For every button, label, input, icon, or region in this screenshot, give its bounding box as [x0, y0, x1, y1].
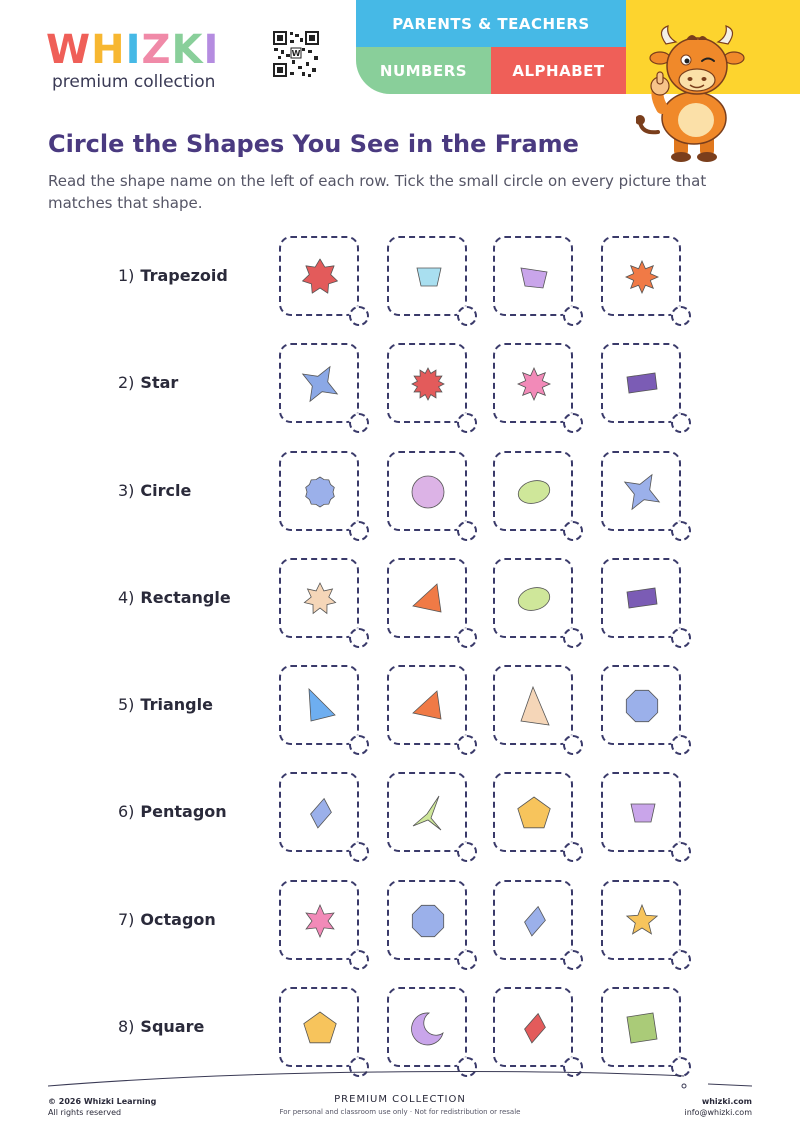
rhombus-icon — [295, 788, 345, 838]
right-triangle-icon — [295, 681, 345, 731]
tick-circle[interactable] — [671, 413, 691, 433]
tick-circle[interactable] — [349, 306, 369, 326]
crescent-icon — [403, 1003, 453, 1053]
shape-row — [0, 772, 800, 867]
logo-letter: H — [91, 27, 126, 73]
nav-alphabet[interactable]: ALPHABET — [491, 47, 626, 94]
footer-usage-note: For personal and classroom use only · Not for redistribution or resale — [279, 1108, 521, 1116]
shape-frame[interactable] — [601, 772, 681, 852]
nav-numbers[interactable]: NUMBERS — [356, 47, 491, 94]
shape-frame[interactable] — [493, 343, 573, 423]
triangle-icon — [403, 681, 453, 731]
shape-frame[interactable] — [493, 987, 573, 1067]
star-7-icon — [295, 574, 345, 624]
tick-circle[interactable] — [563, 735, 583, 755]
logo-letter: W — [46, 27, 92, 73]
shape-frame[interactable] — [601, 987, 681, 1067]
tick-circle[interactable] — [349, 628, 369, 648]
shape-frame[interactable] — [601, 665, 681, 745]
row-label — [118, 481, 191, 500]
row-shape-name: Circle — [140, 481, 192, 500]
row-shape-name: Octagon — [140, 910, 216, 929]
shape-row — [0, 880, 800, 975]
oval-icon — [509, 574, 559, 624]
oval-icon — [509, 467, 559, 517]
shape-frame[interactable] — [601, 343, 681, 423]
row-label — [118, 802, 227, 821]
tick-circle[interactable] — [563, 413, 583, 433]
tick-circle[interactable] — [457, 413, 477, 433]
row-number: 1) — [118, 266, 135, 285]
tick-circle[interactable] — [349, 735, 369, 755]
row-number: 5) — [118, 695, 135, 714]
row-shape-name: Star — [140, 373, 179, 392]
scalene-triangle-icon — [509, 681, 559, 731]
qr-code-icon — [272, 30, 320, 78]
footer-site-link[interactable]: whizki.com — [701, 1097, 752, 1106]
logo-letter: I — [125, 27, 142, 73]
tick-circle[interactable] — [457, 521, 477, 541]
shape-frame[interactable] — [279, 558, 359, 638]
row-number: 4) — [118, 588, 135, 607]
row-number: 3) — [118, 481, 135, 500]
shape-frame[interactable] — [387, 987, 467, 1067]
shape-frame[interactable] — [387, 451, 467, 531]
scalloped-icon — [295, 467, 345, 517]
shape-frame[interactable] — [387, 880, 467, 960]
shape-frame[interactable] — [387, 772, 467, 852]
tick-circle[interactable] — [457, 950, 477, 970]
tick-circle[interactable] — [349, 950, 369, 970]
tick-circle[interactable] — [457, 306, 477, 326]
shape-frame[interactable] — [279, 343, 359, 423]
trapezoid-icon — [403, 252, 453, 302]
row-shape-name: Triangle — [140, 695, 213, 714]
tick-circle[interactable] — [671, 950, 691, 970]
tick-circle[interactable] — [563, 842, 583, 862]
tick-circle[interactable] — [563, 521, 583, 541]
footer-copyright: © 2026 Whizki Learning — [48, 1097, 157, 1106]
tick-circle[interactable] — [457, 842, 477, 862]
shape-row — [0, 236, 800, 331]
row-shape-name: Rectangle — [140, 588, 231, 607]
tick-circle[interactable] — [563, 306, 583, 326]
rhombus-icon — [509, 896, 559, 946]
row-shape-name: Pentagon — [140, 802, 227, 821]
row-label — [118, 373, 178, 392]
footer-collection-title: PREMIUM COLLECTION — [334, 1094, 466, 1105]
octagon-icon — [403, 896, 453, 946]
shape-frame[interactable] — [601, 451, 681, 531]
tick-circle[interactable] — [671, 735, 691, 755]
star-4-icon — [617, 467, 667, 517]
shape-row — [0, 558, 800, 653]
star-5-icon — [617, 896, 667, 946]
shape-frame[interactable] — [387, 665, 467, 745]
rhombus-icon — [509, 1003, 559, 1053]
row-label — [118, 588, 231, 607]
cog-shape-icon — [295, 252, 345, 302]
shape-frame[interactable] — [279, 236, 359, 316]
shape-frame[interactable] — [279, 880, 359, 960]
concave-triangle-icon — [403, 788, 453, 838]
row-number: 2) — [118, 373, 135, 392]
pentagon-icon — [509, 788, 559, 838]
footer-email-link[interactable]: info@whizki.com — [684, 1108, 752, 1117]
tick-circle[interactable] — [563, 950, 583, 970]
shape-row — [0, 343, 800, 438]
row-label — [118, 1017, 204, 1036]
square-icon — [617, 1003, 667, 1053]
row-number: 8) — [118, 1017, 135, 1036]
nav-parents-teachers[interactable]: PARENTS & TEACHERS — [356, 0, 626, 47]
tick-circle[interactable] — [349, 521, 369, 541]
shape-frame[interactable] — [279, 665, 359, 745]
row-number: 6) — [118, 802, 135, 821]
row-label — [118, 266, 228, 285]
footer-left — [48, 1096, 156, 1118]
triangle-icon — [403, 574, 453, 624]
pentagon-icon — [295, 1003, 345, 1053]
tick-circle[interactable] — [671, 842, 691, 862]
quadrilateral-icon — [509, 252, 559, 302]
page-title: Circle the Shapes You See in the Frame — [48, 130, 579, 158]
row-label — [118, 910, 216, 929]
shape-frame[interactable] — [493, 665, 573, 745]
tick-circle[interactable] — [671, 628, 691, 648]
instructions-text: Read the shape name on the left of each row. Tick the small circle on every picture that matches that shape. — [48, 172, 707, 212]
footer-rights: All rights reserved — [48, 1108, 122, 1117]
circle-icon — [403, 467, 453, 517]
footer-right — [684, 1096, 752, 1118]
logo-letter: Z — [141, 27, 172, 73]
footer-center — [250, 1094, 550, 1116]
star-12-icon — [403, 359, 453, 409]
star-4-icon — [295, 359, 345, 409]
shape-frame[interactable] — [493, 880, 573, 960]
shape-frame[interactable] — [387, 343, 467, 423]
tick-circle[interactable] — [457, 628, 477, 648]
shape-frame[interactable] — [493, 558, 573, 638]
trapezoid-icon — [617, 788, 667, 838]
logo-wordmark — [46, 27, 220, 73]
star-8-icon — [509, 359, 559, 409]
tick-circle[interactable] — [671, 521, 691, 541]
tick-circle[interactable] — [349, 842, 369, 862]
shape-frame[interactable] — [601, 880, 681, 960]
star-6-icon — [295, 896, 345, 946]
footer-divider — [48, 1066, 752, 1090]
tick-circle[interactable] — [349, 413, 369, 433]
row-shape-name: Square — [140, 1017, 205, 1036]
bull-mascot-icon — [636, 24, 758, 164]
logo-letter: I — [203, 27, 220, 73]
row-number: 7) — [118, 910, 135, 929]
star-8-icon — [617, 252, 667, 302]
shape-frame[interactable] — [493, 451, 573, 531]
logo-letter: K — [171, 27, 204, 73]
shape-frame[interactable] — [279, 987, 359, 1067]
shape-frame[interactable] — [279, 451, 359, 531]
tick-circle[interactable] — [457, 735, 477, 755]
brand-logo[interactable] — [46, 27, 220, 92]
shape-frame[interactable] — [387, 236, 467, 316]
rectangle-icon — [617, 574, 667, 624]
row-label — [118, 695, 213, 714]
shape-frame[interactable] — [387, 558, 467, 638]
shape-frame[interactable] — [279, 772, 359, 852]
shape-row — [0, 665, 800, 760]
octagon-icon — [617, 681, 667, 731]
logo-subtitle: premium collection — [52, 72, 216, 92]
shape-frame[interactable] — [601, 236, 681, 316]
rectangle-icon — [617, 359, 667, 409]
shape-frame[interactable] — [493, 236, 573, 316]
shape-frame[interactable] — [493, 772, 573, 852]
shape-frame[interactable] — [601, 558, 681, 638]
svg-text:W: W — [291, 49, 301, 58]
tick-circle[interactable] — [671, 306, 691, 326]
shape-row — [0, 451, 800, 546]
row-shape-name: Trapezoid — [140, 266, 228, 285]
tick-circle[interactable] — [563, 628, 583, 648]
